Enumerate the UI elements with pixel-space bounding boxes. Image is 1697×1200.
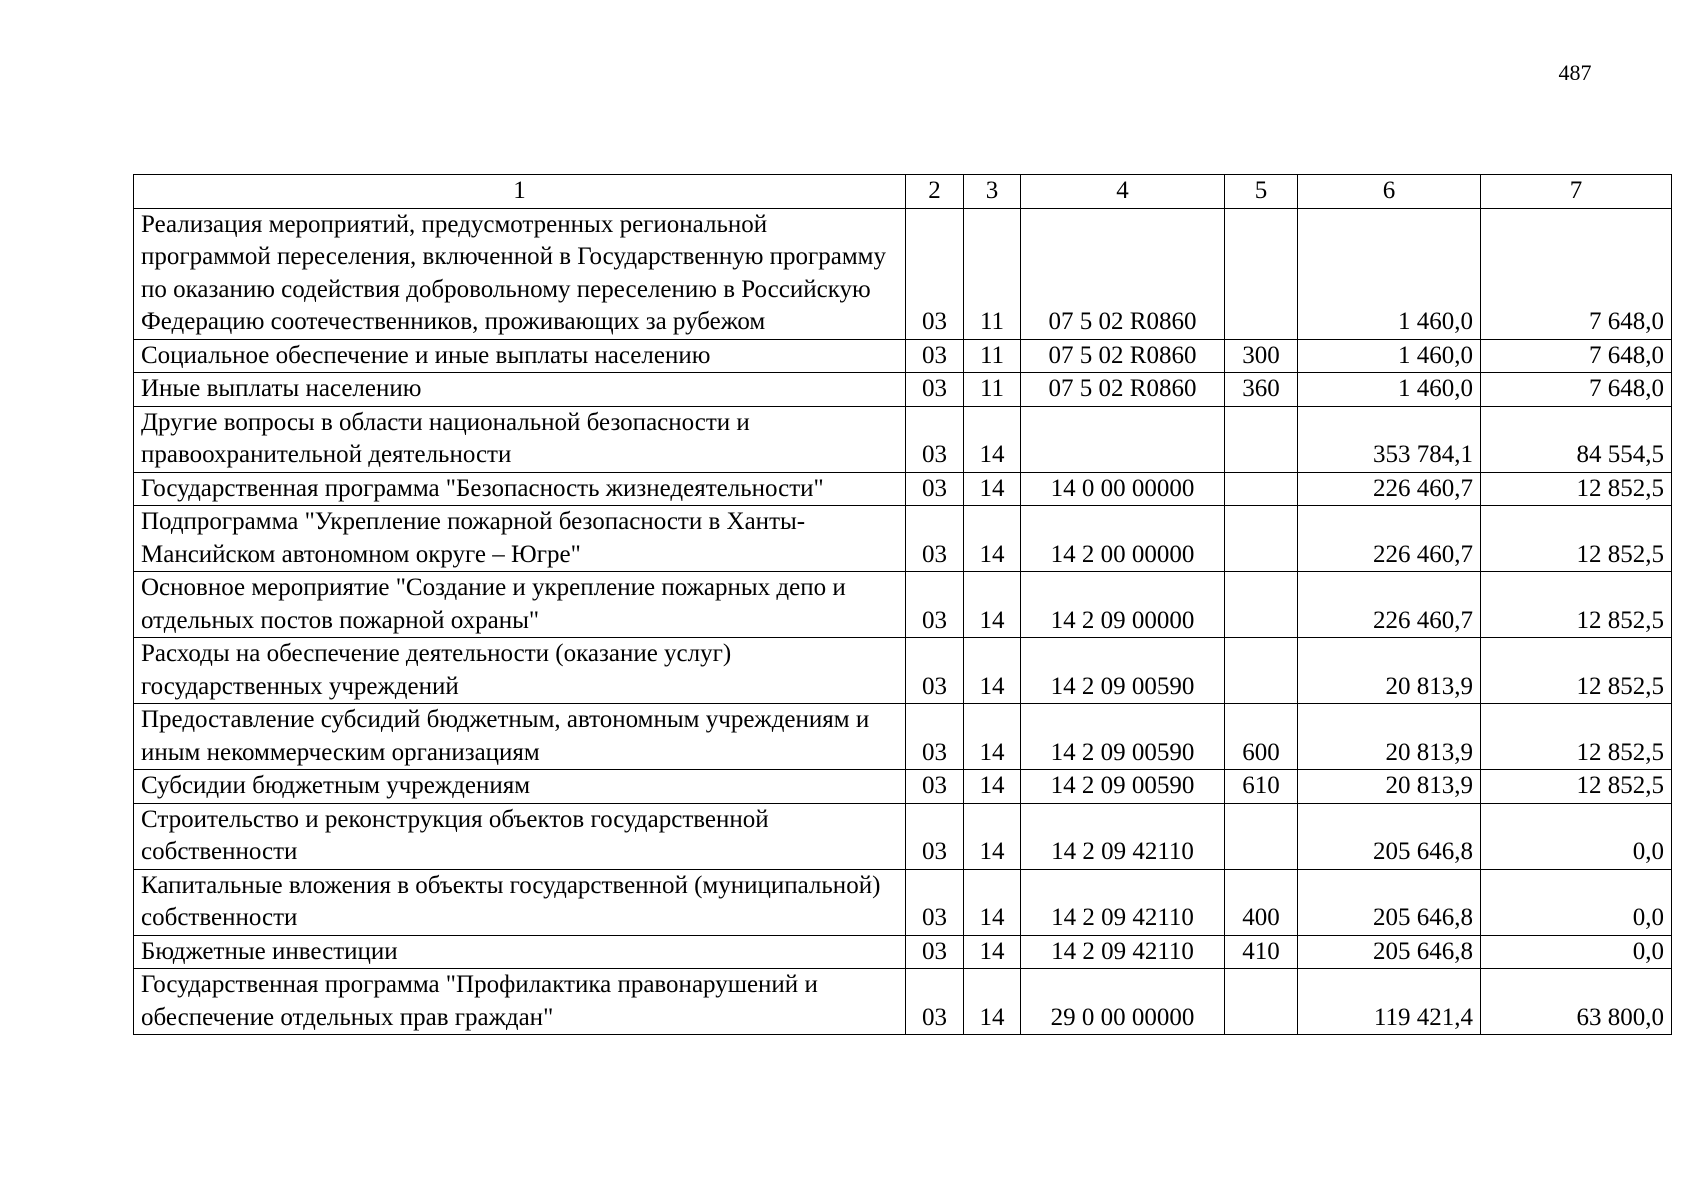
table-row <box>134 803 1672 869</box>
subsection-code: 14 <box>964 869 1021 935</box>
subsection-code: 11 <box>964 208 1021 339</box>
expense-type-code <box>1225 472 1298 506</box>
row-name: Капитальные вложения в объекты государственной (муниципальной) собственности <box>134 869 906 935</box>
row-name: Предоставление субсидий бюджетным, автономным учреждениям и иным некоммерческим организациям <box>134 704 906 770</box>
amount-col-7: 84 554,5 <box>1481 406 1672 472</box>
subsection-code: 14 <box>964 770 1021 804</box>
amount-col-7: 7 648,0 <box>1481 373 1672 407</box>
expense-type-code <box>1225 803 1298 869</box>
row-name: Бюджетные инвестиции <box>134 935 906 969</box>
expense-type-code: 610 <box>1225 770 1298 804</box>
amount-col-6: 205 646,8 <box>1298 935 1481 969</box>
expense-type-code <box>1225 572 1298 638</box>
row-name: Иные выплаты населению <box>134 373 906 407</box>
column-header: 3 <box>964 175 1021 209</box>
expense-type-code <box>1225 638 1298 704</box>
section-code: 03 <box>906 770 964 804</box>
table-row <box>134 638 1672 704</box>
amount-col-6: 1 460,0 <box>1298 339 1481 373</box>
section-code: 03 <box>906 339 964 373</box>
section-code: 03 <box>906 406 964 472</box>
amount-col-6: 205 646,8 <box>1298 803 1481 869</box>
row-name: Субсидии бюджетным учреждениям <box>134 770 906 804</box>
column-header: 7 <box>1481 175 1672 209</box>
amount-col-6: 1 460,0 <box>1298 373 1481 407</box>
amount-col-6: 20 813,9 <box>1298 770 1481 804</box>
row-name: Основное мероприятие "Создание и укрепление пожарных депо и отдельных постов пожарной охраны" <box>134 572 906 638</box>
row-name: Расходы на обеспечение деятельности (оказание услуг) государственных учреждений <box>134 638 906 704</box>
table-row <box>134 373 1672 407</box>
target-article-code: 14 2 09 00590 <box>1021 770 1225 804</box>
table-row <box>134 339 1672 373</box>
expense-type-code <box>1225 406 1298 472</box>
subsection-code: 11 <box>964 373 1021 407</box>
target-article-code <box>1021 406 1225 472</box>
table-row <box>134 704 1672 770</box>
subsection-code: 14 <box>964 472 1021 506</box>
amount-col-6: 226 460,7 <box>1298 506 1481 572</box>
amount-col-6: 226 460,7 <box>1298 572 1481 638</box>
amount-col-7: 7 648,0 <box>1481 208 1672 339</box>
row-name: Государственная программа "Профилактика правонарушений и обеспечение отдельных прав граждан" <box>134 969 906 1035</box>
target-article-code: 14 2 09 42110 <box>1021 869 1225 935</box>
target-article-code: 14 2 09 42110 <box>1021 803 1225 869</box>
subsection-code: 14 <box>964 935 1021 969</box>
expense-type-code: 300 <box>1225 339 1298 373</box>
column-header: 1 <box>134 175 906 209</box>
amount-col-7: 0,0 <box>1481 935 1672 969</box>
section-code: 03 <box>906 638 964 704</box>
row-name: Строительство и реконструкция объектов государственной собственности <box>134 803 906 869</box>
section-code: 03 <box>906 472 964 506</box>
amount-col-7: 12 852,5 <box>1481 572 1672 638</box>
target-article-code: 29 0 00 00000 <box>1021 969 1225 1035</box>
amount-col-6: 205 646,8 <box>1298 869 1481 935</box>
table-row <box>134 406 1672 472</box>
subsection-code: 14 <box>964 506 1021 572</box>
target-article-code: 14 2 09 00590 <box>1021 638 1225 704</box>
expense-type-code <box>1225 506 1298 572</box>
section-code: 03 <box>906 208 964 339</box>
target-article-code: 07 5 02 R0860 <box>1021 373 1225 407</box>
budget-table <box>133 174 1672 1035</box>
amount-col-6: 119 421,4 <box>1298 969 1481 1035</box>
section-code: 03 <box>906 969 964 1035</box>
section-code: 03 <box>906 373 964 407</box>
target-article-code: 07 5 02 R0860 <box>1021 339 1225 373</box>
amount-col-7: 0,0 <box>1481 869 1672 935</box>
row-name: Социальное обеспечение и иные выплаты населению <box>134 339 906 373</box>
amount-col-7: 12 852,5 <box>1481 506 1672 572</box>
section-code: 03 <box>906 803 964 869</box>
subsection-code: 14 <box>964 406 1021 472</box>
table-row <box>134 472 1672 506</box>
subsection-code: 11 <box>964 339 1021 373</box>
expense-type-code: 400 <box>1225 869 1298 935</box>
target-article-code: 14 2 09 00590 <box>1021 704 1225 770</box>
column-header: 5 <box>1225 175 1298 209</box>
subsection-code: 14 <box>964 969 1021 1035</box>
expense-type-code: 600 <box>1225 704 1298 770</box>
expense-type-code <box>1225 969 1298 1035</box>
amount-col-6: 1 460,0 <box>1298 208 1481 339</box>
amount-col-7: 12 852,5 <box>1481 704 1672 770</box>
target-article-code: 14 2 09 00000 <box>1021 572 1225 638</box>
amount-col-7: 12 852,5 <box>1481 770 1672 804</box>
section-code: 03 <box>906 704 964 770</box>
amount-col-7: 12 852,5 <box>1481 638 1672 704</box>
amount-col-7: 0,0 <box>1481 803 1672 869</box>
amount-col-7: 7 648,0 <box>1481 339 1672 373</box>
table-row <box>134 869 1672 935</box>
amount-col-7: 63 800,0 <box>1481 969 1672 1035</box>
subsection-code: 14 <box>964 704 1021 770</box>
table-row <box>134 572 1672 638</box>
table-row <box>134 770 1672 804</box>
row-name: Реализация мероприятий, предусмотренных региональной программой переселения, включенной в Государственную программу по оказанию содействия добровольному переселению в Российскую Федерацию соотечественников, проживающих за рубежом <box>134 208 906 339</box>
column-header: 2 <box>906 175 964 209</box>
column-header: 6 <box>1298 175 1481 209</box>
table-row <box>134 506 1672 572</box>
amount-col-7: 12 852,5 <box>1481 472 1672 506</box>
page-number: 487 <box>1558 60 1592 85</box>
row-name: Государственная программа "Безопасность жизнедеятельности" <box>134 472 906 506</box>
table-row <box>134 935 1672 969</box>
target-article-code: 07 5 02 R0860 <box>1021 208 1225 339</box>
target-article-code: 14 2 09 42110 <box>1021 935 1225 969</box>
expense-type-code <box>1225 208 1298 339</box>
amount-col-6: 20 813,9 <box>1298 638 1481 704</box>
section-code: 03 <box>906 572 964 638</box>
expense-type-code: 360 <box>1225 373 1298 407</box>
expense-type-code: 410 <box>1225 935 1298 969</box>
row-name: Другие вопросы в области национальной безопасности и правоохранительной деятельности <box>134 406 906 472</box>
header-row <box>134 175 1672 209</box>
amount-col-6: 226 460,7 <box>1298 472 1481 506</box>
column-header: 4 <box>1021 175 1225 209</box>
subsection-code: 14 <box>964 638 1021 704</box>
amount-col-6: 20 813,9 <box>1298 704 1481 770</box>
table-row <box>134 969 1672 1035</box>
section-code: 03 <box>906 506 964 572</box>
target-article-code: 14 0 00 00000 <box>1021 472 1225 506</box>
target-article-code: 14 2 00 00000 <box>1021 506 1225 572</box>
section-code: 03 <box>906 869 964 935</box>
row-name: Подпрограмма "Укрепление пожарной безопасности в Ханты-Мансийском автономном округе – Югре" <box>134 506 906 572</box>
amount-col-6: 353 784,1 <box>1298 406 1481 472</box>
table-row <box>134 208 1672 339</box>
subsection-code: 14 <box>964 572 1021 638</box>
subsection-code: 14 <box>964 803 1021 869</box>
section-code: 03 <box>906 935 964 969</box>
